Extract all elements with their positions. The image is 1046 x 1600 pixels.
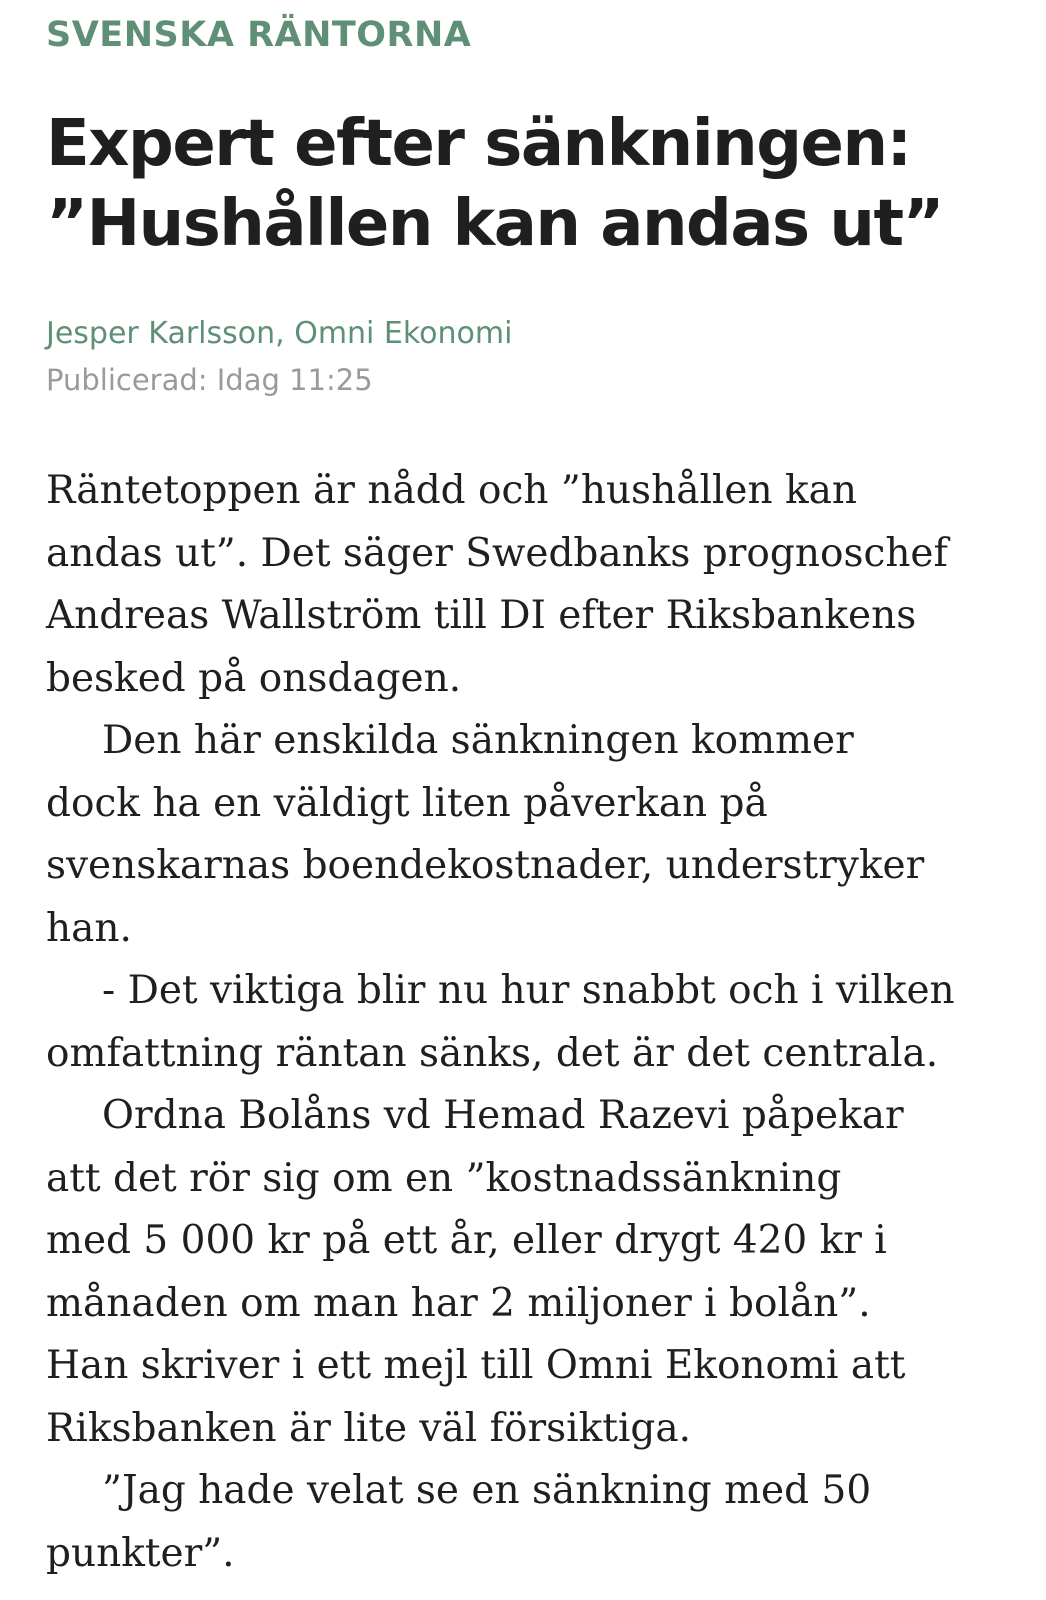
headline-line: ”Hushållen kan andas ut” [46, 187, 944, 261]
paragraph-line: dock ha en väldigt liten påverkan på [46, 780, 768, 826]
paragraph-line: månaden om man har 2 miljoner i bolån”. [46, 1280, 871, 1326]
paragraph-line: andas ut”. Det säger Swedbanks prognoschef [46, 530, 948, 576]
article-headline [46, 104, 1006, 264]
paragraph-line: svenskarnas boendekostnader, understryker [46, 843, 925, 888]
published-timestamp: Publicerad: Idag 11:25 [46, 363, 373, 397]
paragraph-line: Räntetoppen är nådd och ”hushållen kan [46, 468, 857, 513]
paragraph-line: besked på onsdagen. [46, 655, 462, 701]
paragraph-line: omfattning räntan sänks, det är det centrala. [46, 1030, 939, 1076]
topic-label[interactable]: SVENSKA RÄNTORNA [46, 15, 472, 55]
paragraph-line: Riksbanken är lite väl försiktiga. [46, 1405, 692, 1451]
paragraph [46, 1460, 1006, 1585]
paragraph [46, 960, 1006, 1085]
article [46, 0, 1006, 1585]
paragraph-line: att det rör sig om en ”kostnadssänkning [46, 1155, 842, 1201]
paragraph-line: Ordna Bolåns vd Hemad Razevi påpekar [102, 1093, 904, 1138]
headline-line: Expert efter sänkningen: [46, 107, 911, 181]
author-byline[interactable]: Jesper Karlsson, Omni Ekonomi [46, 316, 513, 351]
paragraph-line: Han skriver i ett mejl till Omni Ekonomi att [46, 1343, 906, 1388]
paragraph-line: Andreas Wallström till DI efter Riksbankens [46, 593, 917, 638]
paragraph [46, 1085, 1006, 1460]
paragraph-line: med 5 000 kr på ett år, eller drygt 420 kr i [46, 1218, 887, 1263]
paragraph-line: punkter”. [46, 1530, 235, 1576]
paragraph-line: Den här enskilda sänkningen kommer [102, 718, 854, 763]
article-body [46, 460, 1006, 1585]
paragraph-line: ”Jag hade velat se en sänkning med 50 [102, 1468, 872, 1513]
paragraph [46, 460, 1006, 710]
paragraph-line: han. [46, 905, 132, 951]
paragraph [46, 710, 1006, 960]
paragraph-line: - Det viktiga blir nu hur snabbt och i vilken [102, 968, 955, 1013]
